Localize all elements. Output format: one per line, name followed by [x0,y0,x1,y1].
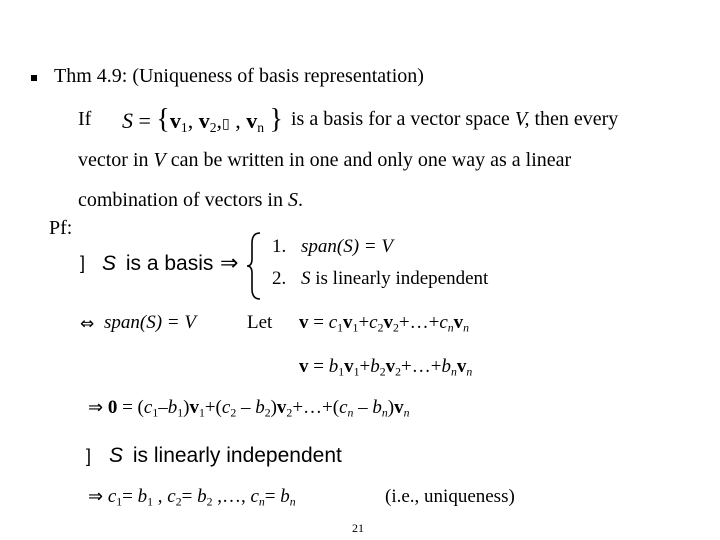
conclusion-line: ⇒ $c_1= b_1$ , $c_2= b_2$ ,…, $c_n= b_n$ [88,486,296,509]
stmt-line3 [78,189,303,212]
stmt-basis-text: is a basis for a vector space [291,108,515,130]
slide-title: Thm 4.9: (Uniqueness of basis representation) [54,65,424,87]
v-expansion-b: $v = b_1v_1+b_2v_2+\dots+b_nv_n$ [299,356,473,379]
v-expansion-c: $v = c_1v_1+c_2v_2+\dots+c_nv_n$ [299,312,470,335]
stmt-V: V, [514,108,530,130]
page-number: 21 [352,521,364,535]
stmt-line1-rest [291,108,618,131]
set-v1: v [169,108,181,133]
basis-text: is a basis [125,252,214,275]
stmt-line3-a: combination of vectors in [78,189,288,211]
set-v2: v [198,108,210,133]
bracket-glyph-1: ] [80,253,86,273]
stmt-line2 [78,149,571,172]
stmt-line2-b: can be written in one and only one way as a linear [165,149,572,171]
uniqueness-note: (i.e., uniqueness) [385,486,515,507]
stmt-line2-a: vector in [78,149,154,171]
bracket-glyph-2: ] [86,446,92,466]
set-definition [122,104,283,136]
stmt-line2-V: V [153,149,166,171]
let-word: Let [247,312,273,333]
set-vn-sub: n [257,120,265,136]
lin-indep-S: S [109,444,124,467]
set-S: S [122,108,133,133]
implies-arrow-1: ⇒ [220,251,239,276]
set-comma1: , [187,108,194,133]
set-comma2: , [216,108,222,133]
proof-label: Pf: [49,217,73,239]
cond2-num: 2. [272,268,287,289]
stmt-line3-b: . [297,189,303,211]
cond1-num: 1. [272,236,287,257]
missing-glyph: ▯ [222,117,230,132]
iff-arrow: ⇔ [80,314,95,334]
basis-line [102,252,213,276]
set-vn: v [246,108,258,133]
title-bullet [31,75,37,81]
cond2-S: S [301,268,311,289]
zero-difference-line: ⇒ $0 = (c_1-b_1)v_1+(c_2$ – $b_2)v_2+\dots+(c_n - b_n)v_n$ [88,397,410,420]
lin-indep-line [109,444,342,468]
cond1-text: span(S) = V [301,236,393,257]
condition-1 [272,236,393,258]
span-statement: span(S) = V [104,312,196,333]
set-lbrace: { [156,104,170,135]
set-eq: = [138,108,151,133]
set-v1-sub: 1 [180,120,188,136]
stmt-then-every: then every [529,108,619,130]
set-rbrace: } [269,104,283,135]
cond2-text: is linearly independent [310,268,489,289]
basis-S: S [102,252,117,275]
stmt-line3-S: S [287,189,298,211]
set-v2-sub: 2 [209,120,217,136]
cases-brace [245,231,263,301]
stmt-if: If [78,108,92,130]
lin-indep-text: is linearly independent [132,444,342,467]
condition-2 [272,268,488,290]
set-comma3: , [235,108,241,133]
